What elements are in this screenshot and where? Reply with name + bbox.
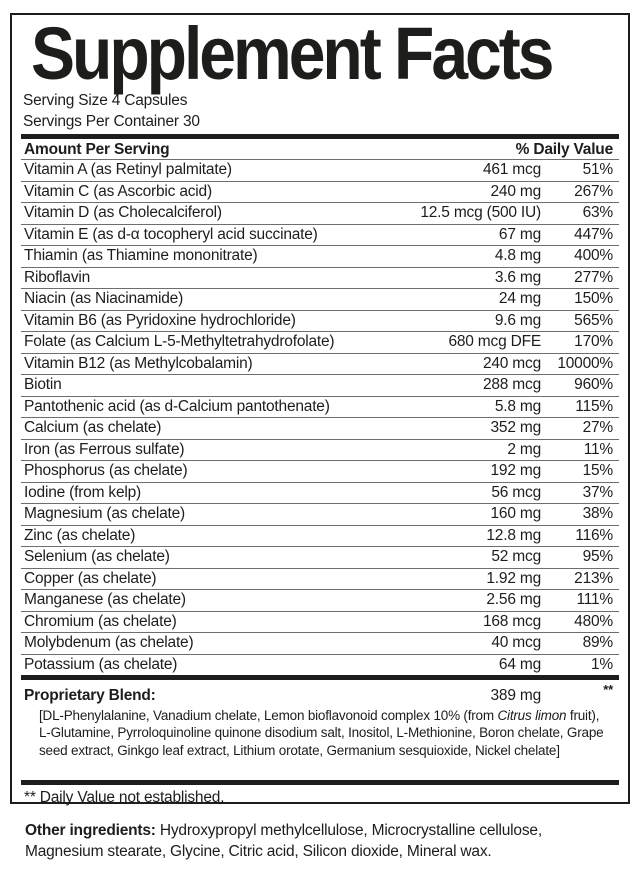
nutrient-amount: 2.56 mg [486, 591, 541, 608]
nutrient-row [21, 440, 619, 462]
nutrient-row [21, 655, 619, 676]
nutrient-row [21, 332, 619, 354]
nutrient-daily-value: 10000% [557, 354, 613, 372]
nutrient-daily-value: 115% [575, 397, 613, 415]
nutrient-amount: 12.8 mg [486, 526, 541, 544]
nutrient-row [21, 483, 619, 505]
nutrient-daily-value: 565% [574, 311, 613, 329]
nutrient-daily-value: 63% [582, 204, 613, 221]
nutrient-row [21, 289, 619, 311]
nutrient-daily-value: 480% [574, 612, 613, 630]
nutrient-amount: 5.8 mg [494, 397, 541, 415]
panel-title: Supplement Facts [31, 11, 552, 95]
nutrient-amount: 40 mcg [491, 634, 541, 651]
nutrient-daily-value: 38% [582, 505, 613, 522]
nutrient-amount: 4.8 mg [494, 247, 541, 264]
nutrient-daily-value: 277% [574, 268, 613, 286]
nutrient-row [21, 397, 619, 419]
nutrient-name: Vitamin C (as Ascorbic acid) [24, 182, 212, 200]
nutrient-row [21, 246, 619, 268]
nutrient-row [21, 375, 619, 397]
nutrient-row [21, 225, 619, 247]
blend-ingredients-pre: [DL-Phenylalanine, Vanadium chelate, Lemon bioflavonoid complex 10% (from [39, 707, 498, 723]
nutrient-row [21, 311, 619, 333]
nutrient-name: Molybdenum (as chelate) [24, 634, 194, 651]
nutrient-amount: 2 mg [507, 440, 541, 458]
nutrient-amount: 52 mcg [491, 548, 541, 565]
nutrient-daily-value: 116% [575, 526, 613, 544]
nutrient-name: Biotin [24, 376, 62, 393]
serving-size: Serving Size 4 Capsules [23, 92, 188, 109]
nutrient-row [21, 504, 619, 526]
nutrient-name: Vitamin B12 (as Methylcobalamin) [24, 354, 253, 372]
nutrient-daily-value: 400% [574, 247, 613, 264]
nutrient-name: Iodine (from kelp) [24, 483, 142, 501]
daily-value-footnote: ** Daily Value not established. [24, 788, 225, 806]
nutrient-row [21, 182, 619, 204]
table-header [21, 139, 619, 160]
nutrient-row [21, 547, 619, 569]
nutrient-amount: 240 mcg [482, 354, 541, 372]
nutrient-name: Iron (as Ferrous sulfate) [24, 440, 185, 458]
nutrient-row [21, 203, 619, 225]
servings-per-container: Servings Per Container 30 [23, 112, 200, 130]
nutrient-name: Potassium (as chelate) [24, 655, 178, 673]
nutrient-name: Copper (as chelate) [24, 569, 157, 587]
blend-ingredients [21, 706, 619, 778]
nutrient-daily-value: 89% [582, 634, 613, 651]
nutrient-daily-value: 213% [574, 569, 613, 587]
supplement-facts-panel [10, 13, 630, 804]
nutrient-daily-value: 51% [582, 161, 613, 178]
nutrient-row [21, 590, 619, 612]
nutrient-name: Niacin (as Niacinamide) [24, 290, 184, 307]
nutrient-daily-value: 27% [582, 419, 613, 436]
nutrient-daily-value: 11% [583, 440, 613, 458]
nutrient-name: Phosphorus (as chelate) [24, 462, 188, 479]
nutrient-name: Riboflavin [24, 268, 91, 286]
blend-label: Proprietary Blend: [24, 687, 156, 705]
nutrient-amount: 9.6 mg [494, 311, 541, 329]
nutrient-daily-value: 150% [574, 290, 613, 307]
nutrient-daily-value: 15% [582, 462, 613, 479]
nutrient-amount: 288 mcg [482, 376, 541, 393]
nutrient-daily-value: 960% [574, 376, 613, 393]
amount-per-serving-header: Amount Per Serving [24, 141, 170, 158]
other-ingredients-text: Hydroxypropyl methylcellulose, Microcrystalline cellulose, Magnesium stearate, Glycine, Citric acid, Silicon dioxide, Mineral wax. [25, 822, 542, 860]
nutrient-row [21, 418, 619, 440]
nutrient-daily-value: 447% [574, 225, 613, 243]
nutrient-amount: 240 mg [490, 182, 541, 200]
nutrient-amount: 680 mcg DFE [448, 333, 541, 350]
nutrient-name: Zinc (as chelate) [24, 526, 136, 544]
nutrient-row [21, 569, 619, 591]
nutrient-name: Vitamin A (as Retinyl palmitate) [24, 161, 232, 178]
nutrient-amount: 56 mcg [491, 483, 541, 501]
nutrient-name: Folate (as Calcium L-5-Methyltetrahydrofolate) [24, 333, 335, 350]
nutrient-amount: 352 mg [490, 419, 541, 436]
nutrient-rows [21, 160, 619, 675]
nutrient-daily-value: 267% [574, 182, 613, 200]
nutrient-row [21, 612, 619, 634]
nutrient-amount: 3.6 mg [494, 268, 541, 286]
nutrient-name: Vitamin E (as d-α tocopheryl acid succinate) [24, 225, 318, 243]
blend-ingredients-post: fruit), L-Glutamine, Pyrroloquinoline quinone disodium salt, Inositol, L-Methionine, Boron chelate, Grape seed extract, Ginkgo leaf extract, Lithium orotate, Germanium sesquioxide, Nickel chelate] [39, 707, 604, 759]
other-ingredients [25, 820, 621, 862]
nutrient-name: Pantothenic acid (as d-Calcium pantothenate) [24, 397, 330, 415]
proprietary-blend-row [21, 680, 619, 706]
nutrient-amount: 160 mg [490, 505, 541, 522]
nutrient-amount: 24 mg [498, 290, 541, 307]
nutrient-amount: 1.92 mg [486, 569, 541, 587]
nutrient-row [21, 633, 619, 655]
blend-dv-asterisks: ** [603, 682, 613, 697]
nutrient-name: Manganese (as chelate) [24, 591, 186, 608]
nutrient-amount: 67 mg [498, 225, 541, 243]
nutrient-daily-value: 37% [582, 483, 613, 501]
other-ingredients-label: Other ingredients: [25, 822, 156, 839]
nutrient-name: Chromium (as chelate) [24, 612, 177, 630]
blend-ingredients-latin-name: Citrus limon [497, 707, 567, 723]
nutrient-row [21, 354, 619, 376]
nutrient-name: Vitamin B6 (as Pyridoxine hydrochloride) [24, 311, 296, 329]
nutrient-amount: 12.5 mcg (500 IU) [420, 204, 541, 221]
nutrient-row [21, 160, 619, 182]
nutrient-name: Vitamin D (as Cholecalciferol) [24, 204, 222, 221]
nutrient-name: Thiamin (as Thiamine mononitrate) [24, 247, 258, 264]
nutrient-name: Magnesium (as chelate) [24, 505, 186, 522]
nutrient-daily-value: 170% [574, 333, 613, 350]
nutrient-amount: 461 mcg [482, 161, 541, 178]
nutrient-row [21, 461, 619, 483]
nutrient-daily-value: 1% [590, 655, 613, 673]
blend-amount: 389 mg [490, 687, 541, 705]
nutrient-daily-value: 95% [582, 548, 613, 565]
nutrient-row [21, 268, 619, 290]
nutrient-amount: 64 mg [498, 655, 541, 673]
daily-value-header: % Daily Value [515, 141, 613, 158]
nutrient-daily-value: 111% [576, 591, 613, 608]
nutrient-name: Selenium (as chelate) [24, 548, 170, 565]
nutrient-amount: 168 mcg [482, 612, 541, 630]
nutrient-row [21, 526, 619, 548]
nutrient-amount: 192 mg [490, 462, 541, 479]
nutrient-name: Calcium (as chelate) [24, 419, 162, 436]
blend-dv [541, 681, 613, 706]
